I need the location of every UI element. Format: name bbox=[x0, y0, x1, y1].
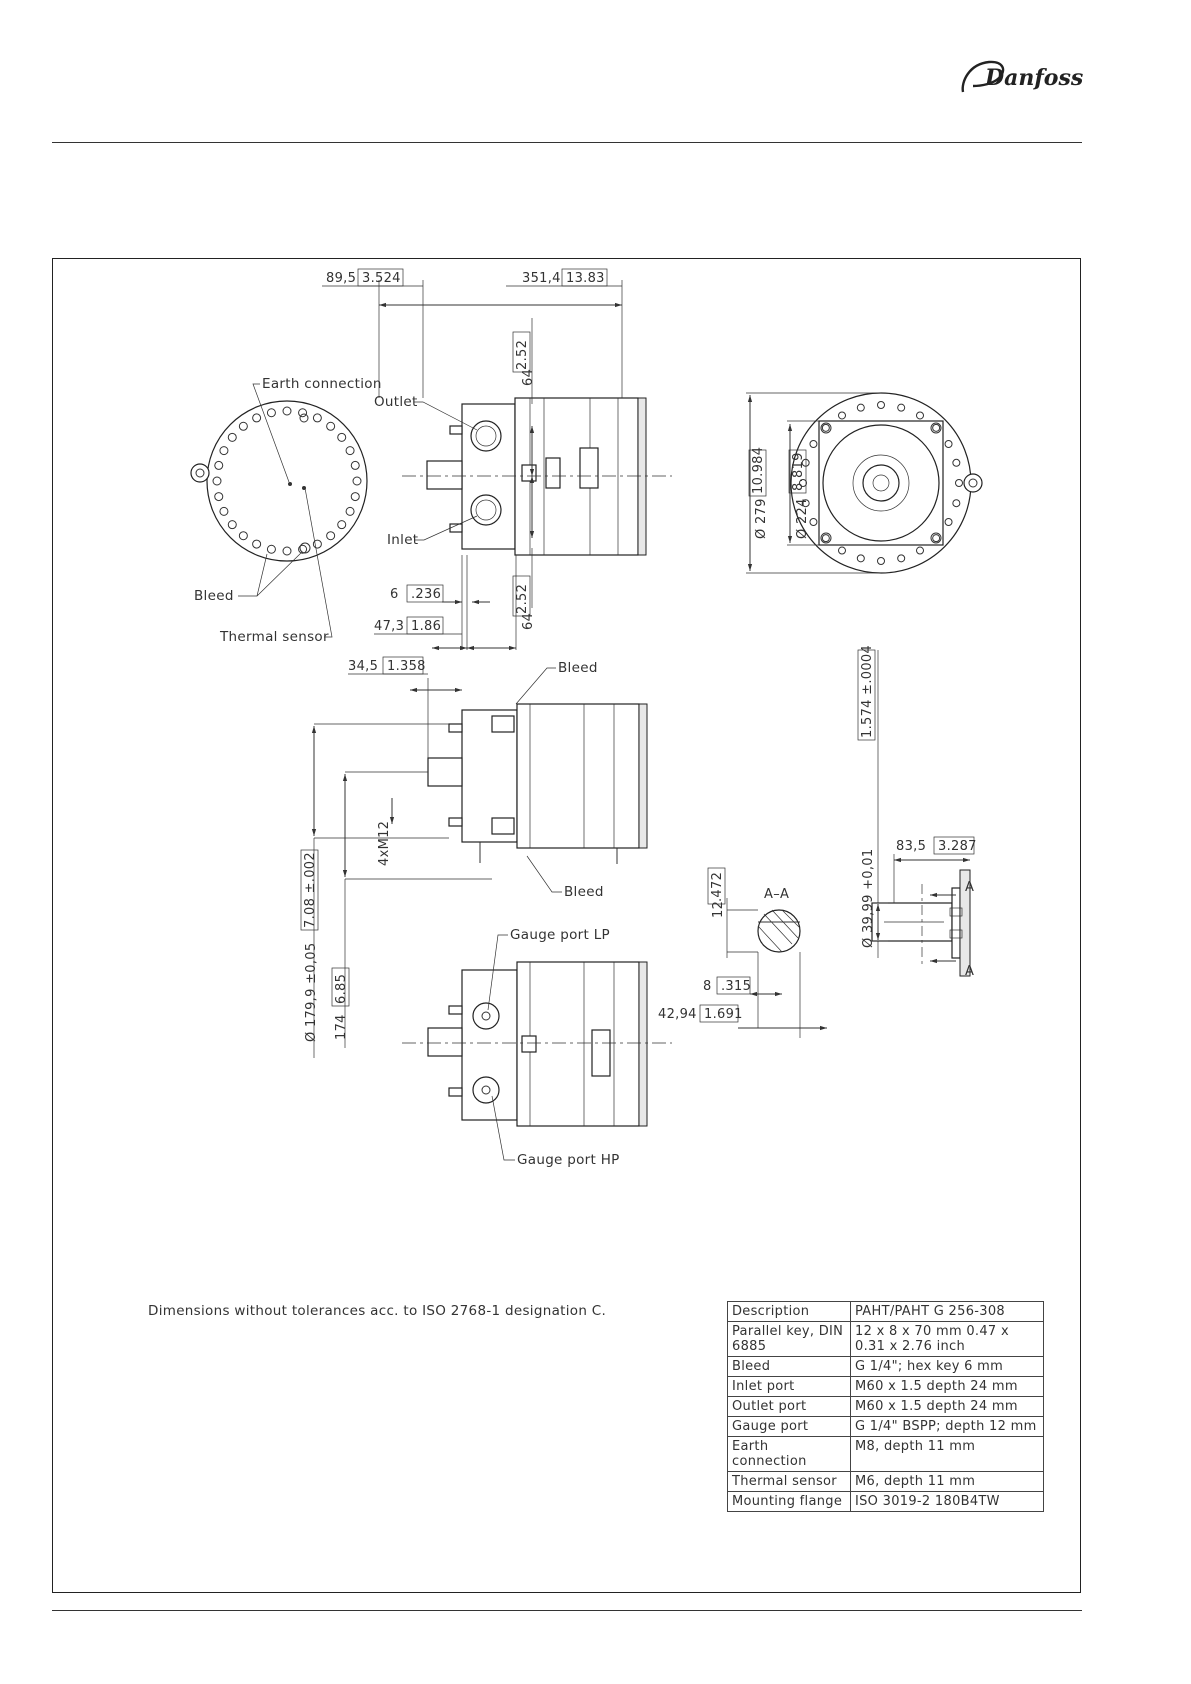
shaft-side-view bbox=[872, 870, 970, 976]
spec-key: Thermal sensor bbox=[728, 1472, 851, 1492]
label-section-a-bottom: A bbox=[965, 964, 975, 979]
dim-42-94: 42,94 bbox=[658, 1007, 697, 1022]
label-gauge-port-lp: Gauge port LP bbox=[510, 927, 610, 943]
spec-key: Parallel key, DIN 6885 bbox=[728, 1322, 851, 1357]
dim-224: Ø 224 bbox=[795, 498, 810, 539]
spec-table bbox=[727, 1301, 1044, 1512]
spec-row bbox=[728, 1437, 1044, 1472]
label-inlet: Inlet bbox=[387, 532, 419, 548]
dim-174-in: 6.85 bbox=[334, 973, 349, 1004]
spec-value: 12 x 8 x 70 mm 0.47 x 0.31 x 2.76 inch bbox=[851, 1322, 1044, 1357]
label-bolts: 4xM12 bbox=[377, 820, 392, 866]
flange-front-view bbox=[191, 401, 367, 561]
spec-row bbox=[728, 1397, 1044, 1417]
dim-64-top-in: 2.52 bbox=[515, 339, 530, 370]
label-bleed-left: Bleed bbox=[194, 588, 234, 604]
spec-value: M60 x 1.5 depth 24 mm bbox=[851, 1377, 1044, 1397]
label-section-a-top: A bbox=[965, 880, 975, 895]
spec-key: Outlet port bbox=[728, 1397, 851, 1417]
spec-key: Description bbox=[728, 1302, 851, 1322]
dim-83-5-in: 3.287 bbox=[938, 839, 977, 854]
spec-value: M6, depth 11 mm bbox=[851, 1472, 1044, 1492]
dim-42-94-in: 1.691 bbox=[704, 1007, 743, 1022]
dim-8: 8 bbox=[703, 979, 712, 994]
dim-47-3-in: 1.86 bbox=[411, 619, 442, 634]
footer-rule bbox=[52, 1610, 1082, 1611]
dim-39-99-in: 1.574 ±.0004 bbox=[860, 644, 875, 738]
dim-34-5: 34,5 bbox=[348, 659, 379, 674]
spec-value: G 1/4" BSPP; depth 12 mm bbox=[851, 1417, 1044, 1437]
label-thermal-sensor: Thermal sensor bbox=[220, 629, 329, 645]
dim-83-5: 83,5 bbox=[896, 839, 927, 854]
pump-side-view-middle bbox=[428, 704, 647, 864]
spec-row bbox=[728, 1492, 1044, 1512]
spec-key: Earth connection bbox=[728, 1437, 851, 1472]
pump-side-view-bottom bbox=[402, 962, 672, 1126]
dim-6-in: .236 bbox=[411, 587, 442, 602]
shaft-section-aa bbox=[758, 910, 800, 952]
header-rule bbox=[52, 142, 1082, 143]
dim-12-in: .472 bbox=[710, 871, 725, 902]
label-bleed-bottom: Bleed bbox=[564, 884, 604, 900]
dim-279: Ø 279 bbox=[754, 498, 769, 539]
dim-64-bottom-in: 2.52 bbox=[515, 583, 530, 614]
dim-179-9: Ø 179,9 ±0,05 bbox=[304, 942, 319, 1042]
spec-value: M8, depth 11 mm bbox=[851, 1437, 1044, 1472]
spec-value: PAHT/PAHT G 256-308 bbox=[851, 1302, 1044, 1322]
spec-row bbox=[728, 1322, 1044, 1357]
dim-351-4-in: 13.83 bbox=[566, 271, 605, 286]
spec-row bbox=[728, 1417, 1044, 1437]
label-section-aa: A–A bbox=[764, 887, 790, 902]
spec-row bbox=[728, 1302, 1044, 1322]
dim-8-in: .315 bbox=[721, 979, 752, 994]
danfoss-logo bbox=[955, 52, 1085, 100]
label-outlet: Outlet bbox=[374, 394, 418, 410]
label-gauge-port-hp: Gauge port HP bbox=[517, 1152, 620, 1168]
dim-89-5-in: 3.524 bbox=[362, 271, 401, 286]
dim-279-in: 10.984 bbox=[751, 446, 766, 494]
spec-key: Inlet port bbox=[728, 1377, 851, 1397]
flange-rear-view bbox=[791, 393, 982, 573]
spec-value: G 1/4"; hex key 6 mm bbox=[851, 1357, 1044, 1377]
dim-64-bottom: 64 bbox=[521, 612, 536, 630]
dim-39-99: Ø 39,99 +0,01 bbox=[861, 848, 876, 948]
spec-row bbox=[728, 1472, 1044, 1492]
danfoss-logo-mark bbox=[955, 52, 1085, 100]
logo-wordmark: Danfoss bbox=[985, 65, 1084, 91]
dim-174: 174 bbox=[334, 1014, 349, 1040]
spec-key: Bleed bbox=[728, 1357, 851, 1377]
spec-row bbox=[728, 1357, 1044, 1377]
dim-89-5: 89,5 bbox=[326, 271, 357, 286]
dim-351-4: 351,4 bbox=[522, 271, 561, 286]
label-earth-connection: Earth connection bbox=[262, 376, 382, 392]
spec-value: M60 x 1.5 depth 24 mm bbox=[851, 1397, 1044, 1417]
dim-179-9-in: 7.08 ±.002 bbox=[303, 852, 318, 928]
tolerance-note: Dimensions without tolerances acc. to ISO 2768-1 designation C. bbox=[148, 1303, 607, 1319]
spec-value: ISO 3019-2 180B4TW bbox=[851, 1492, 1044, 1512]
dim-64-top: 64 bbox=[521, 368, 536, 386]
dim-6: 6 bbox=[390, 587, 399, 602]
spec-key: Gauge port bbox=[728, 1417, 851, 1437]
dim-224-in: 8.819 bbox=[791, 452, 806, 491]
label-bleed-top: Bleed bbox=[558, 660, 598, 676]
spec-row bbox=[728, 1377, 1044, 1397]
spec-key: Mounting flange bbox=[728, 1492, 851, 1512]
dim-12: 12 bbox=[711, 900, 726, 918]
dim-47-3: 47,3 bbox=[374, 619, 405, 634]
dim-34-5-in: 1.358 bbox=[387, 659, 426, 674]
